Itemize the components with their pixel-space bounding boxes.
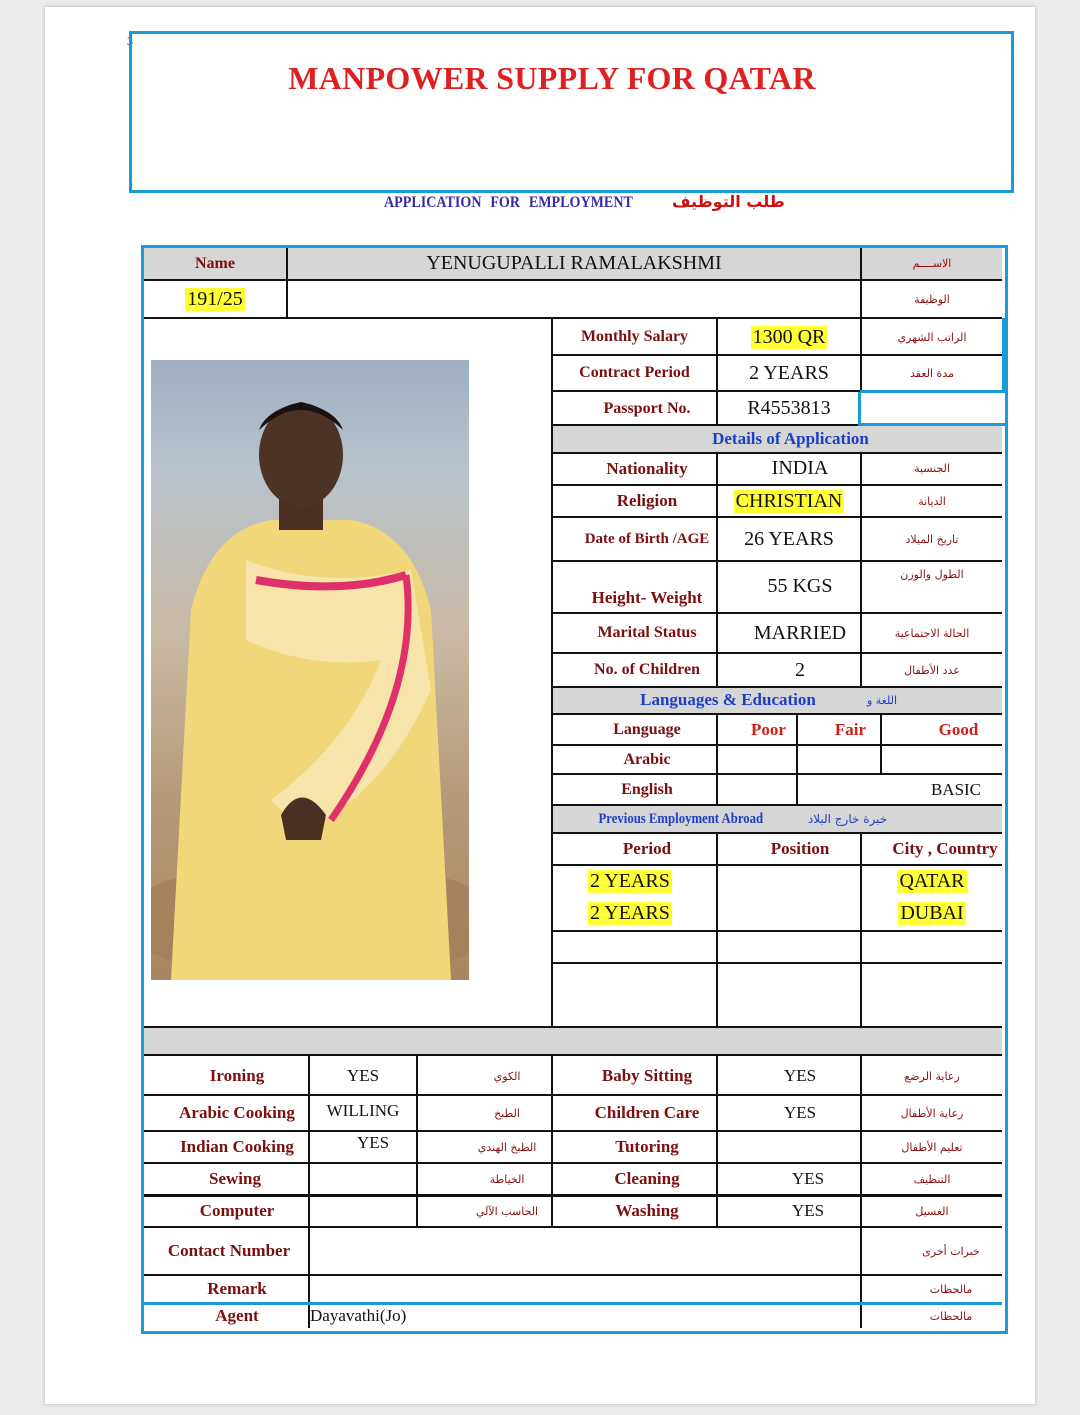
page-mark: 3 [127, 34, 133, 48]
skill-baby-sitting-value: YES [783, 1066, 817, 1085]
skill-washing-arabic: الغسيل [915, 1204, 949, 1218]
agent-value: Dayavathi(Jo) [310, 1306, 407, 1325]
contract-period-label: Contract Period [579, 364, 690, 381]
applicant-photo [151, 360, 469, 980]
language-row-arabic-good [882, 746, 1035, 773]
name-value: YENUGUPALLI RAMALAKSHMI [426, 252, 722, 274]
name-arabic: الاســــم [912, 257, 952, 270]
skill-sewing-arabic: الخياطة [489, 1172, 525, 1186]
children-arabic: عدد الأطفال [904, 663, 960, 677]
skill-arabic-cooking-value: WILLING [326, 1101, 400, 1120]
good-header: Good [938, 719, 979, 739]
skill-children-care-arabic: رعاية الأطفال [900, 1106, 964, 1120]
skill-arabic-cooking-label: Arabic Cooking [179, 1103, 295, 1122]
employment-section-title: Previous Employment Abroad [598, 810, 763, 827]
employment-row-1-period: 2 YEARS [590, 870, 670, 892]
employment-row-2-period: 2 YEARS [590, 902, 670, 924]
skills-divider-bg [144, 1028, 1002, 1054]
skill-baby-sitting-label: Baby Sitting [601, 1066, 693, 1085]
employment-row-2-location: DUBAI [900, 902, 964, 924]
religion-arabic: الديانة [918, 494, 946, 508]
skill-arabic-cooking-arabic: الطبخ [494, 1106, 520, 1120]
document-subtitle: APPLICATION FOR EMPLOYMENT [384, 194, 633, 211]
dob-age-arabic: تاريخ الميلاد [905, 532, 959, 546]
skill-sewing-value [310, 1164, 416, 1194]
contract-period-value: 2 YEARS [749, 361, 829, 384]
fair-header: Fair [834, 719, 867, 739]
name-label: Name [195, 254, 235, 272]
agent-arabic: مالحظات [929, 1309, 973, 1323]
passport-value: R4553813 [747, 397, 831, 419]
skill-ironing-label: Ironing [209, 1066, 265, 1085]
skill-cleaning-value: YES [791, 1169, 825, 1188]
nationality-value: INDIA [771, 457, 829, 479]
skill-children-care-label: Children Care [594, 1103, 700, 1122]
skill-cleaning-label: Cleaning [614, 1169, 680, 1188]
skill-tutoring-arabic: تعليم الأطفال [901, 1140, 963, 1154]
skill-ironing-value: YES [346, 1066, 380, 1085]
skill-tutoring-label: Tutoring [615, 1137, 679, 1156]
location-header: City , Country [892, 839, 998, 858]
skill-tutoring-value [718, 1132, 882, 1162]
skill-washing-label: Washing [615, 1201, 679, 1220]
skill-indian-cooking-value: YES [356, 1133, 390, 1152]
marital-status-label: Marital Status [597, 624, 697, 641]
marital-status-arabic: الحالة الاجتماعية [894, 626, 970, 640]
monthly-salary-value: 1300 QR [752, 325, 826, 348]
religion-label: Religion [616, 491, 678, 510]
height-weight-arabic: الطول والوزن [900, 567, 964, 581]
skill-cleaning-arabic: التنظيف [913, 1172, 951, 1186]
height-weight-value: 55 KGS [767, 574, 833, 597]
document-subtitle-arabic: طلب التوظيف [672, 192, 785, 211]
details-section-title: Details of Application [712, 429, 869, 448]
skill-computer-value [310, 1197, 416, 1225]
skill-computer-label: Computer [199, 1201, 275, 1220]
skill-computer-arabic: الحاسب الآلي [475, 1204, 539, 1218]
passport-label: Passport No. [603, 399, 691, 417]
language-row-english-good: BASIC [930, 779, 982, 799]
employment-row-1-location: QATAR [899, 870, 965, 892]
language-header: Language [613, 720, 681, 738]
ref-number: 191/25 [187, 287, 243, 310]
contact-number-label: Contact Number [167, 1241, 291, 1260]
nationality-arabic: الجنسية [914, 462, 950, 475]
dob-age-value: 26 YEARS [744, 527, 834, 550]
remark-arabic: مالحظات [929, 1282, 973, 1296]
language-row-arabic-label: Arabic [623, 750, 671, 768]
document-title: MANPOWER SUPPLY FOR QATAR [288, 60, 816, 96]
contact-number-value [310, 1228, 860, 1274]
contact-number-arabic: خبرات أخرى [922, 1244, 980, 1258]
monthly-salary-arabic: الراتب الشهري [897, 330, 967, 344]
period-header: Period [622, 839, 672, 858]
remark-label: Remark [207, 1279, 267, 1298]
religion-value: CHRISTIAN [735, 489, 843, 512]
poor-header: Poor [751, 719, 786, 739]
position-header: Position [770, 839, 830, 858]
skill-baby-sitting-arabic: رعاية الرضع [904, 1069, 960, 1083]
languages-section-arabic: اللغة و [866, 693, 898, 707]
height-weight-label: Height- Weight [591, 588, 703, 607]
remark-value [310, 1276, 860, 1302]
skill-indian-cooking-label: Indian Cooking [180, 1137, 294, 1156]
agent-label: Agent [215, 1306, 259, 1325]
skill-children-care-value: YES [783, 1103, 817, 1122]
dob-age-label: Date of Birth /AGE [584, 530, 710, 547]
skill-sewing-label: Sewing [209, 1169, 261, 1188]
person-figure-icon [151, 360, 469, 980]
contract-period-arabic: مدة العقد [910, 366, 954, 380]
skill-ironing-arabic: الكوي [493, 1069, 521, 1083]
children-label: No. of Children [594, 661, 700, 678]
nationality-label: Nationality [606, 458, 688, 478]
language-row-english-label: English [621, 780, 673, 798]
header-box [129, 31, 1014, 193]
monthly-salary-label: Monthly Salary [580, 328, 689, 345]
languages-section-title: Languages & Education [640, 690, 816, 709]
employment-section-arabic: خبرة خارج البلاد [807, 812, 888, 826]
job-arabic: الوظيفة [914, 292, 950, 306]
skill-washing-value: YES [791, 1201, 825, 1220]
skill-indian-cooking-arabic: الطبخ الهندي [477, 1140, 537, 1154]
children-value: 2 [795, 658, 805, 681]
marital-status-value: MARRIED [753, 621, 847, 644]
